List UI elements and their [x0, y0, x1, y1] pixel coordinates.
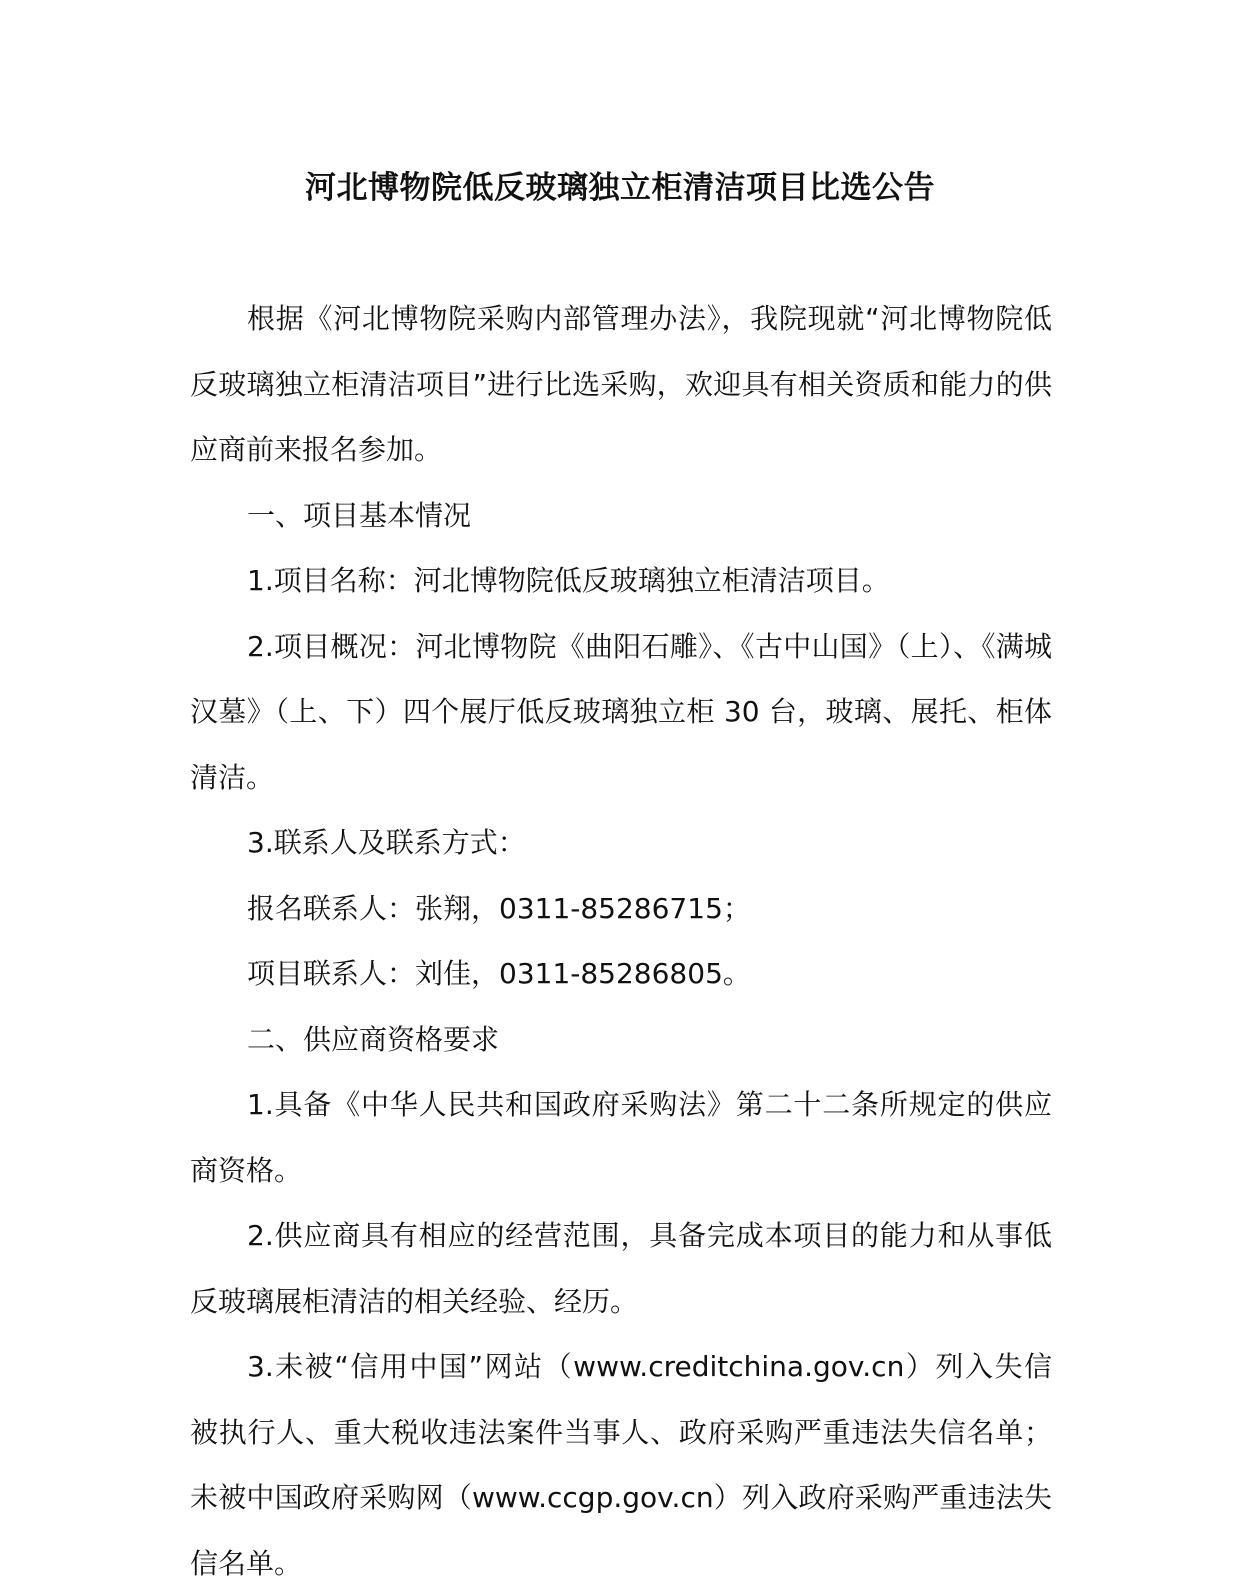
project-contact: 项目联系人：刘佳，0311-85286805。 [247, 957, 751, 990]
project-overview-paragraph: 2.项目概况：河北博物院《曲阳石雕》、《古中山国》（上）、《满城汉墓》（上、下）四个展厅低反玻璃独立柜 30 台，玻璃、展托、柜体清洁。 [190, 629, 1052, 794]
document-body [190, 286, 1052, 1596]
intro-paragraph: 根据《河北博物院采购内部管理办法》，我院现就“河北博物院低反玻璃独立柜清洁项目”进行比选采购，欢迎具有相关资质和能力的供应商前来报名参加。 [190, 302, 1052, 466]
contact-heading: 3.联系人及联系方式： [247, 826, 526, 859]
section-heading-project-info: 一、项目基本情况 [247, 498, 472, 532]
qualification-item-3: 3.未被“信用中国”网站（www.creditchina.gov.cn）列入失信被执行人、重大税收违法案件当事人、政府采购严重违法失信名单；未被中国政府采购网（www.ccgp.gov.cn）列入政府采购严重违法失信名单。 [190, 1350, 1052, 1580]
qualification-item-1: 1.具备《中华人民共和国政府采购法》第二十二条所规定的供应商资格。 [190, 1088, 1052, 1187]
registration-contact: 报名联系人：张翔，0311-85286715； [247, 891, 751, 925]
section-heading-qualifications: 二、供应商资格要求 [247, 1022, 500, 1056]
document-title: 河北博物院低反玻璃独立柜清洁项目比选公告 [305, 170, 935, 206]
qualification-item-2: 2.供应商具有相应的经营范围，具备完成本项目的能力和从事低反玻璃展柜清洁的相关经验、经历。 [190, 1219, 1052, 1318]
project-name-paragraph: 1.项目名称：河北博物院低反玻璃独立柜清洁项目。 [247, 564, 890, 597]
